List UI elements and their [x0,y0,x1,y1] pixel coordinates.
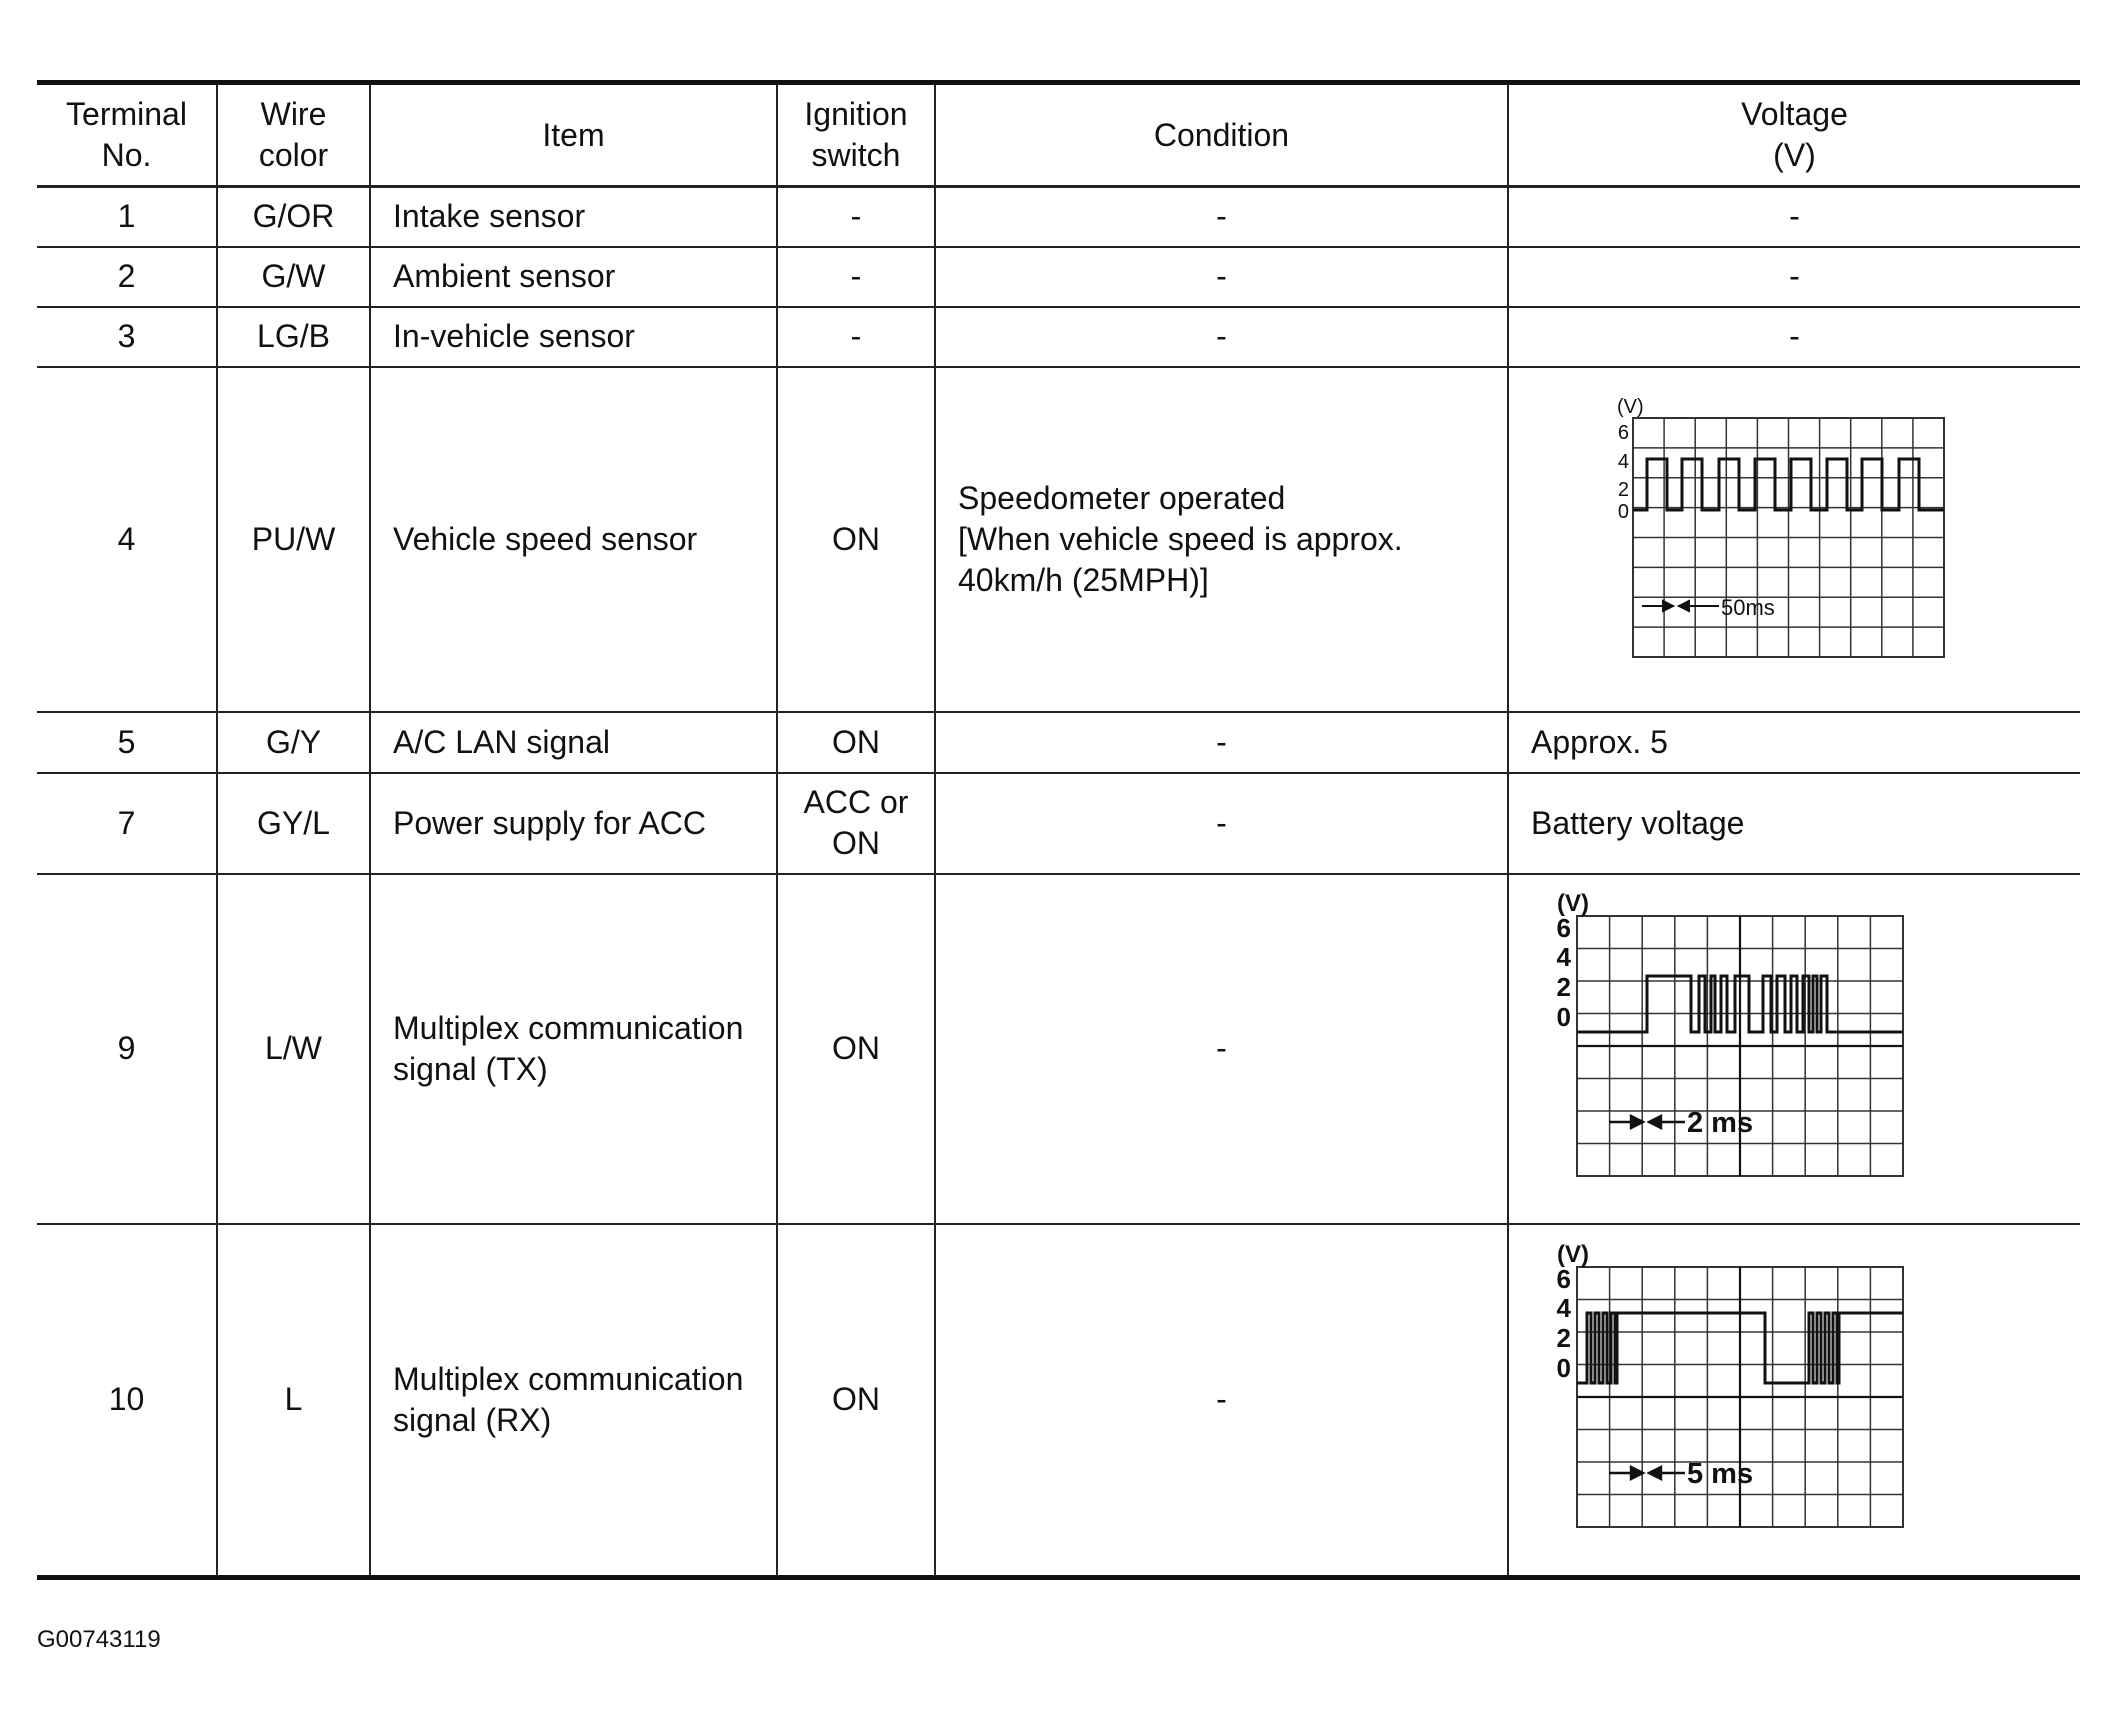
cell-item [370,1224,777,1578]
cell-ignition: ON [777,1224,935,1578]
cell-condition: - [935,874,1508,1224]
cell-condition: - [935,307,1508,367]
cell-item: A/C LAN signal [370,712,777,773]
cell-ignition: - [777,187,935,247]
cell-terminal: 1 [37,187,217,247]
item-text: Multiplex communication signal (RX) [393,1360,744,1438]
waveform-vehicle-speed [1509,368,2079,711]
wave-level: 2 [1617,478,1629,501]
cell-condition: - [935,247,1508,307]
cell-item [370,874,777,1224]
header-voltage: Voltage (V) [1508,83,2080,187]
cell-terminal: 7 [37,773,217,874]
wave-level: 2 [1556,1322,1571,1353]
cell-voltage [1508,874,2080,1224]
cell-ignition: ON [777,712,935,773]
table-row [37,1224,2080,1578]
cell-voltage [1508,1224,2080,1578]
cell-wire-color: L [217,1224,370,1578]
wave-level: 4 [1556,941,1571,972]
cell-wire-color: L/W [217,874,370,1224]
cell-voltage: - [1508,187,2080,247]
cell-ignition: - [777,247,935,307]
wave-level: 0 [1556,1352,1571,1383]
wave-level: 2 [1556,971,1571,1002]
time-marker [1642,601,1719,611]
cell-ignition [777,773,935,874]
cell-voltage: - [1508,247,2080,307]
wave-unit: (V) [1557,1240,1589,1268]
table-row [37,367,2080,712]
cell-item: Power supply for ACC [370,773,777,874]
wave-unit: (V) [1617,395,1644,418]
header-ignition-switch: Ignition switch [777,83,935,187]
wave-level: 6 [1556,1263,1571,1294]
cell-condition: - [935,187,1508,247]
header-condition: Condition [935,83,1508,187]
wave-level: 6 [1617,421,1629,444]
wave-level: 0 [1617,500,1629,523]
cell-terminal: 9 [37,874,217,1224]
cell-wire-color: G/Y [217,712,370,773]
waveform-rx [1509,1225,2079,1575]
cell-item: Intake sensor [370,187,777,247]
cell-wire-color: PU/W [217,367,370,712]
ignition-text: ACC or ON [803,784,909,861]
table-row [37,874,2080,1224]
cell-ignition: ON [777,367,935,712]
cell-condition: - [935,712,1508,773]
sheet [37,0,2080,1717]
cell-wire-color: LG/B [217,307,370,367]
table-row [37,307,2080,367]
header-row [37,83,2080,187]
cell-terminal: 2 [37,247,217,307]
cell-voltage: Battery voltage [1508,773,2080,874]
header-item: Item [370,83,777,187]
condition-text: Speedometer operated [When vehicle speed is approx. 40km/h (25MPH)] [958,479,1403,598]
cell-terminal: 4 [37,367,217,712]
cell-ignition: ON [777,874,935,1224]
time-marker [1609,1116,1685,1128]
wave-level: 6 [1556,912,1571,943]
cell-voltage: - [1508,307,2080,367]
table-row [37,187,2080,247]
cell-wire-color: GY/L [217,773,370,874]
header-wire-color: Wire color [217,83,370,187]
wave-unit: (V) [1557,889,1589,917]
wave-time-label: 5 ms [1687,1457,1754,1490]
time-marker [1609,1467,1685,1479]
cell-item: Vehicle speed sensor [370,367,777,712]
table-row [37,712,2080,773]
wave-time-label: 2 ms [1687,1106,1754,1139]
cell-condition [935,367,1508,712]
wave-level: 4 [1556,1292,1571,1323]
item-text: Multiplex communication signal (TX) [393,1009,744,1087]
cell-terminal: 5 [37,712,217,773]
figure-code: G00743119 [37,1626,161,1653]
table-row [37,773,2080,874]
cell-wire-color: G/W [217,247,370,307]
cell-voltage: Approx. 5 [1508,712,2080,773]
wave-time-label: 50ms [1721,594,1775,620]
waveform-tx [1509,875,2079,1223]
cell-terminal: 10 [37,1224,217,1578]
wave-level: 0 [1556,1001,1571,1032]
cell-voltage [1508,367,2080,712]
cell-terminal: 3 [37,307,217,367]
cell-wire-color: G/OR [217,187,370,247]
cell-item: In-vehicle sensor [370,307,777,367]
cell-ignition: - [777,307,935,367]
terminal-table [37,80,2080,1580]
wave-level: 4 [1617,450,1629,473]
cell-condition: - [935,1224,1508,1578]
table-row [37,247,2080,307]
cell-condition: - [935,773,1508,874]
cell-item: Ambient sensor [370,247,777,307]
header-terminal-no: Terminal No. [37,83,217,187]
